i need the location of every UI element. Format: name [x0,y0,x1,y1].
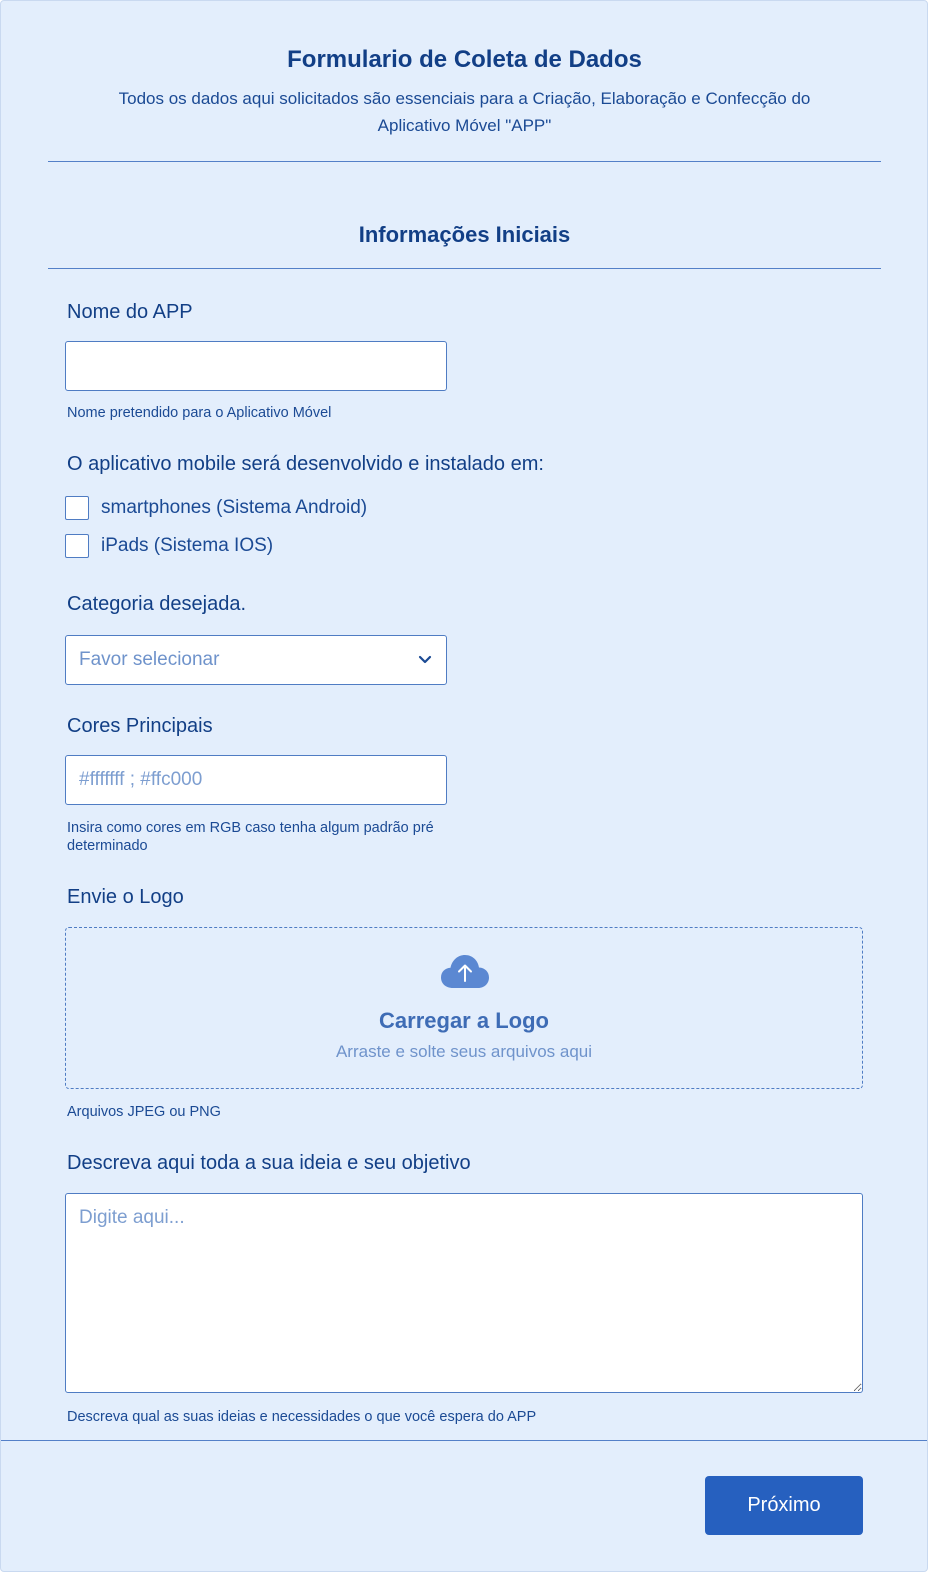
section-title: Informações Iniciais [358,222,571,247]
logo-label: Envie o Logo [67,886,184,908]
footer-divider [1,1440,927,1441]
app-name-input[interactable] [65,341,447,391]
cloud-upload-icon [440,954,490,990]
upload-subtitle: Arraste e solte seus arquivos aqui [335,1042,593,1061]
section-divider [48,268,881,269]
app-name-label: Nome do APP [67,301,193,323]
next-button[interactable]: Próximo [705,1476,863,1535]
chevron-down-icon [417,654,433,666]
description-label: Descreva aqui toda a sua ideia e seu objetivo [67,1152,471,1174]
category-select[interactable] [65,635,447,685]
platforms-label: O aplicativo mobile será desenvolvido e instalado em: [67,453,544,475]
logo-dropzone[interactable] [65,927,863,1089]
platform-option-android[interactable] [65,495,367,521]
colors-input[interactable] [65,755,447,805]
description-textarea[interactable] [65,1193,863,1393]
category-selected-value: Favor selecionar [79,649,220,670]
colors-help: Insira como cores em RGB caso tenha algum padrão pré determinado [67,820,434,854]
description-help: Descreva qual as suas ideias e necessidades o que você espera do APP [67,1409,537,1425]
platform-option-ios[interactable] [65,533,273,559]
app-name-help: Nome pretendido para o Aplicativo Móvel [67,405,332,421]
form-subtitle: Todos os dados aqui solicitados são essenciais para a Criação, Elaboração e Confecção do Aplicativo Móvel "APP" [118,89,811,135]
android-checkbox[interactable] [65,496,89,520]
form-header [48,41,881,139]
logo-help: Arquivos JPEG ou PNG [67,1104,221,1120]
header-divider [48,161,881,162]
ios-checkbox[interactable] [65,534,89,558]
form-title: Formulario de Coleta de Dados [287,46,642,73]
ios-checkbox-label[interactable]: iPads (Sistema IOS) [101,535,274,556]
upload-title: Carregar a Logo [379,1008,549,1033]
colors-label: Cores Principais [67,715,213,737]
android-checkbox-label[interactable]: smartphones (Sistema Android) [101,497,368,518]
category-label: Categoria desejada. [67,593,247,615]
